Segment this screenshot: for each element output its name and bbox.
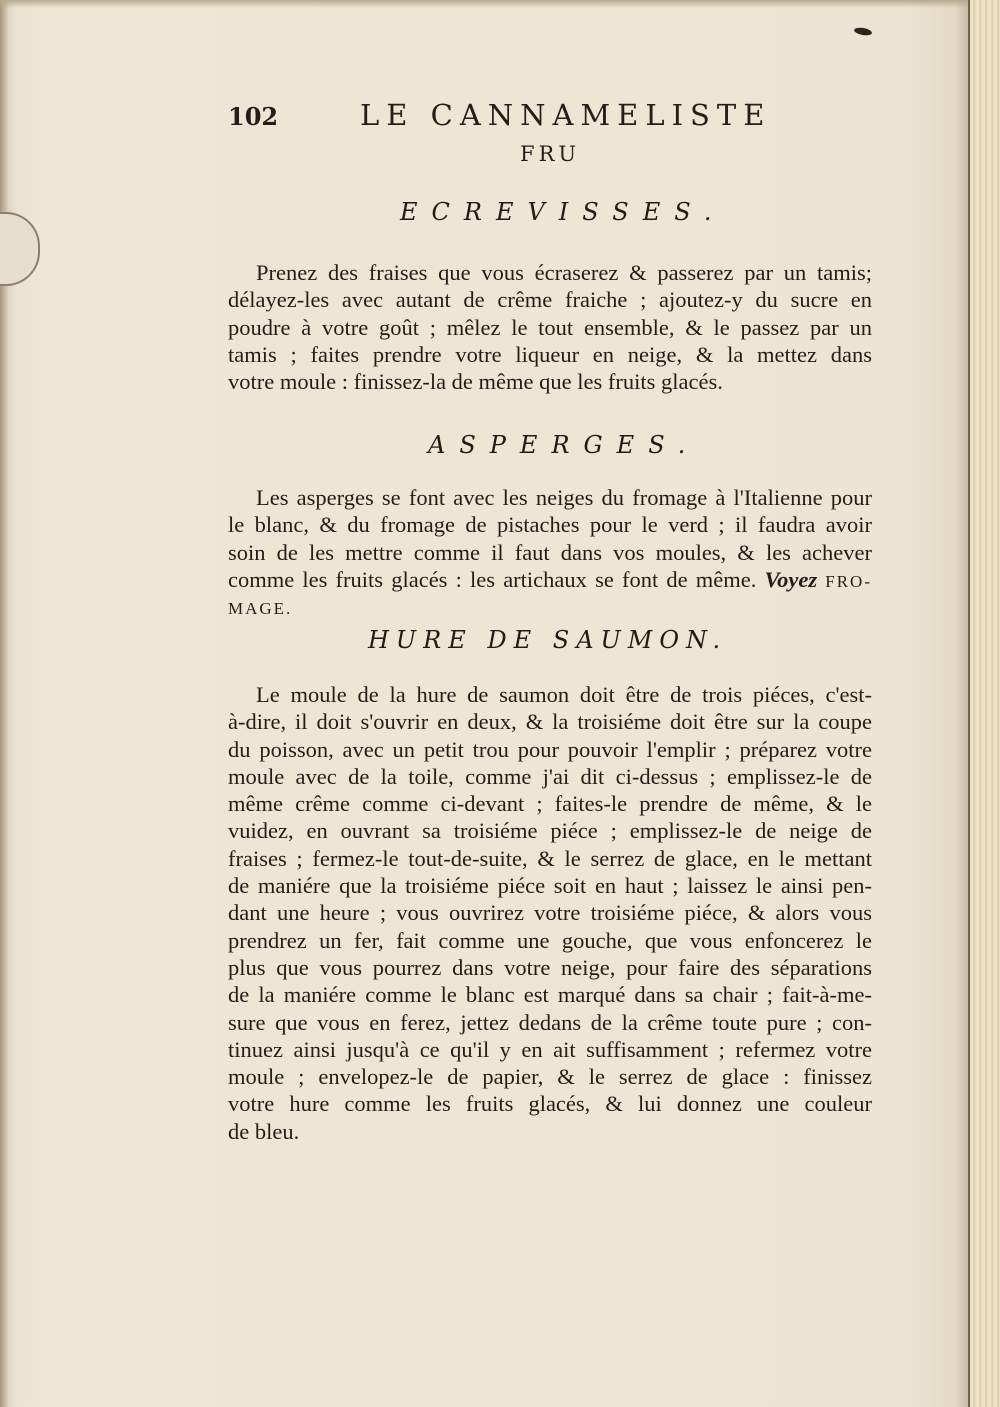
page-number: 102 <box>228 102 279 131</box>
text-line: moule avec de la toile, comme j'ai dit ci-dessus ; emplissez-le de <box>228 763 872 789</box>
text-line: prendrez un fer, fait comme une gouche, que vous enfoncerez le <box>228 927 872 953</box>
text-line: dant une heure ; vous ouvrirez votre troisiéme piéce, & alors vous <box>228 900 872 926</box>
text-line: plus que vous pourrez dans votre neige, pour faire des séparations <box>228 954 872 980</box>
text-line: vuidez, en ouvrant sa troisiéme piéce ; emplissez-le de neige de <box>228 818 872 844</box>
section-body-ecrevisses <box>228 259 872 395</box>
text-line: moule ; envelopez-le de papier, & le serrez de glace : finissez <box>228 1064 872 1090</box>
text-line: de bleu. <box>228 1118 300 1144</box>
text-segment: comme les fruits glacés : les artichaux se font de même. <box>228 566 757 592</box>
catchword: FRU <box>520 142 581 166</box>
section-body-asperges <box>228 484 872 620</box>
section-title-asperges: ASPERGES. <box>428 431 700 459</box>
page-header <box>228 98 772 138</box>
page-top-edge <box>0 0 1000 8</box>
text-line: tamis ; faites prendre votre liqueur en neige, & la mettez dans <box>228 341 872 367</box>
text-line: Les asperges se font avec les neiges du fromage à l'Italienne pour <box>256 485 872 510</box>
text-line: de maniére que la troisiéme piéce soit en haut ; laissez le ainsi pen- <box>228 873 872 899</box>
text-line: votre moule : finissez-la de même que les fruits glacés. <box>228 369 723 395</box>
book-edge-leaves <box>968 0 1000 1407</box>
see-also-reference: FRO- <box>825 571 872 591</box>
text-line: le blanc, & du fromage de pistaches pour le verd ; il faudra avoir <box>228 512 872 538</box>
text-line <box>228 593 872 620</box>
section-title-ecrevisses: ECREVISSES. <box>400 198 726 226</box>
text-line: fraises ; fermez-le tout-de-suite, & le serrez de glace, en le mettant <box>228 845 872 871</box>
ink-blot <box>854 26 873 36</box>
text-line: tinuez ainsi jusqu'à ce qu'il y en ait suffisamment ; refermez votre <box>228 1036 872 1062</box>
text-line <box>228 566 872 593</box>
text-line: délayez-les avec autant de crême fraiche ; ajoutez-y du sucre en <box>228 287 872 313</box>
text-line: soin de les mettre comme il faut dans vos moules, & les achever <box>228 539 872 565</box>
text-line: sure que vous en ferez, jettez dedans de la crême toute pure ; con- <box>228 1009 872 1035</box>
text-line: Le moule de la hure de saumon doit être de trois piéces, c'est- <box>256 682 872 707</box>
text-line: Prenez des fraises que vous écraserez & passerez par un tamis; <box>256 260 872 285</box>
see-also-reference-end: MAGE. <box>228 599 293 619</box>
text-line: de la maniére comme le blanc est marqué dans sa chair ; fait-à-me- <box>228 982 872 1008</box>
section-body-hure-de-saumon <box>228 681 872 1145</box>
running-title: LE CANNAMELISTE <box>360 98 772 132</box>
text-line: votre hure comme les fruits glacés, & lui donnez une couleur <box>228 1091 872 1117</box>
section-title-hure-de-saumon: HURE DE SAUMON. <box>368 626 728 654</box>
text-line: à-dire, il doit s'ouvrir en deux, & la troisiéme doit être sur la coupe <box>228 709 872 735</box>
text-line: même crême comme ci-devant ; faites-le prendre de même, & le <box>228 791 872 817</box>
see-also-voyez: Voyez <box>764 566 818 592</box>
text-line: du poisson, avec un petit trou pour pouvoir l'emplir ; préparez votre <box>228 736 872 762</box>
page-tab-marker <box>0 212 40 286</box>
text-line: poudre à votre goût ; mêlez le tout ensemble, & le passez par un <box>228 314 872 340</box>
